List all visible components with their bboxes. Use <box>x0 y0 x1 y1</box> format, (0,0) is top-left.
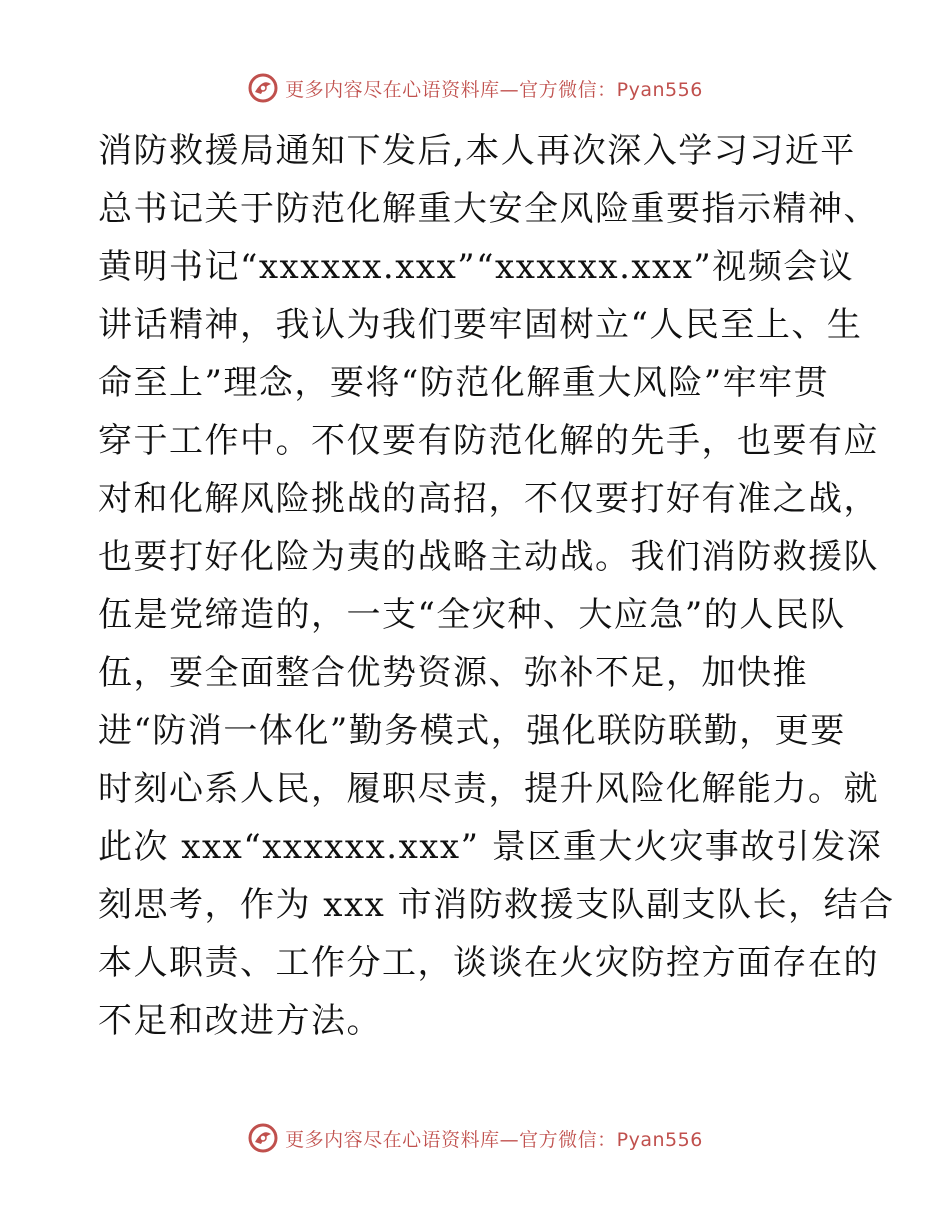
footer-watermark <box>0 1122 950 1154</box>
paragraph-line: 也要打好化险为夷的战略主动战。我们消防救援队 <box>98 537 879 577</box>
paragraph-line: 对和化解风险挑战的高招，不仅要打好有准之战， <box>98 479 879 519</box>
paragraph-line: 时刻心系人民，履职尽责，提升风险化解能力。就 <box>98 769 879 809</box>
paragraph-line: 黄明书记“xxxxxx.xxx”“xxxxxx.xxx”视频会议 <box>98 247 855 287</box>
paragraph-line: 进“防消一体化”勤务模式，强化联防联勤，更要 <box>98 711 846 751</box>
watermark-text: 更多内容尽在心语资料库—官方微信：Pyan556 <box>285 1128 703 1151</box>
paragraph-line: 命至上”理念，要将“防范化解重大风险”牢牢贯 <box>98 363 830 403</box>
red-swirl-logo-icon <box>247 1122 279 1154</box>
paragraph-line: 刻思考，作为 xxx 市消防救援支队副支队长，结合 <box>98 885 895 925</box>
red-swirl-logo-icon <box>247 72 279 104</box>
header-watermark <box>0 72 950 104</box>
paragraph-line: 消防救援局通知下发后,本人再次深入学习习近平 <box>98 131 856 171</box>
paragraph-line: 此次 xxx“xxxxxx.xxx” 景区重大火灾事故引发深 <box>98 827 883 867</box>
paragraph-line: 讲话精神，我认为我们要牢固树立“人民至上、生 <box>98 305 863 345</box>
paragraph-line: 穿于工作中。不仅要有防范化解的先手，也要有应 <box>98 421 879 461</box>
paragraph-line: 不足和改进方法。 <box>98 1001 382 1041</box>
paragraph-line: 伍，要全面整合优势资源、弥补不足，加快推 <box>98 653 808 693</box>
document-body <box>98 122 895 1050</box>
paragraph-line: 总书记关于防范化解重大安全风险重要指示精神、 <box>98 189 879 229</box>
paragraph-line: 本人职责、工作分工，谈谈在火灾防控方面存在的 <box>98 943 879 983</box>
watermark-text: 更多内容尽在心语资料库—官方微信：Pyan556 <box>285 78 703 101</box>
paragraph-line: 伍是党缔造的，一支“全灾种、大应急”的人民队 <box>98 595 846 635</box>
